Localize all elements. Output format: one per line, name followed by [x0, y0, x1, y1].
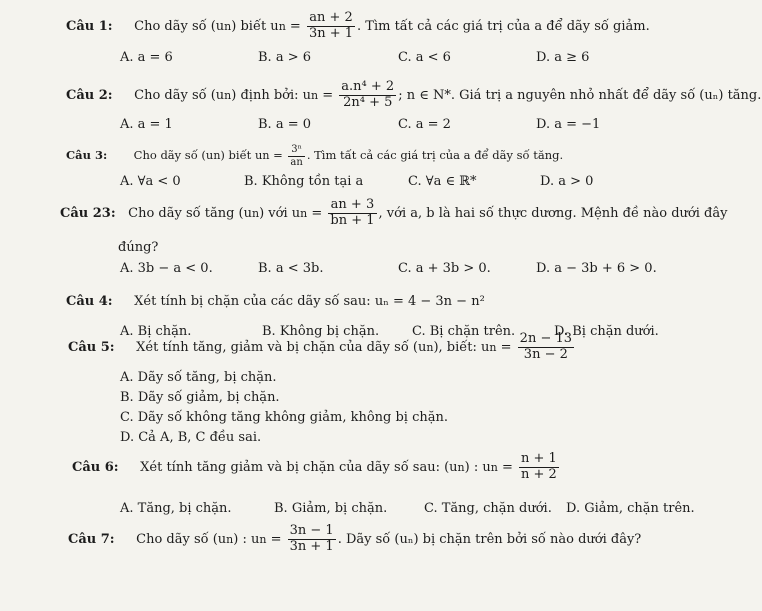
question-2-option-d[interactable]: D. a = −1 [536, 117, 601, 132]
question-5-frac-den: 3n − 2 [518, 347, 574, 363]
question-5-option-a[interactable]: A. Dãy số tăng, bị chặn. [120, 370, 277, 385]
question-4-label: Câu 4: [66, 294, 113, 309]
question-1-option-b[interactable]: B. a > 6 [258, 50, 311, 65]
question-23-option-a[interactable]: A. 3b − a < 0. [120, 261, 213, 276]
question-6-text-b: ) : u [464, 459, 491, 475]
question-3-frac-den: an [290, 156, 303, 168]
question-4-text: Xét tính bị chặn của các dãy số sau: uₙ = 4 − 3n − n² [134, 294, 485, 309]
question-1-text-a: Cho dãy số (u [134, 18, 225, 34]
question-1-label: Câu 1: [66, 18, 113, 34]
question-2-fraction [339, 80, 396, 111]
question-3-stem: Câu 3: Cho dãy số (un) biết un = $\frac{\text{3ⁿ}}{an}$ . Tìm tất cả các giá trị của a để dãy số tăng. [66, 144, 564, 168]
question-2-option-a[interactable]: A. a = 1 [120, 117, 173, 132]
question-6-option-c[interactable]: C. Tăng, chặn dưới. [424, 501, 552, 516]
question-7-fraction [288, 524, 336, 555]
question-1-stem: Câu 1: Cho dãy số (un) biết un = $\frac{an + 2}{3n + 1}$ . Tìm tất cả các giá trị của a để dãy số giảm. [66, 10, 650, 41]
question-6-option-a[interactable]: A. Tăng, bị chặn. [120, 501, 232, 516]
question-5-option-d[interactable]: D. Cả A, B, C đều sai. [120, 430, 262, 445]
question-23-option-c[interactable]: C. a + 3b > 0. [398, 261, 491, 276]
question-23-text-b: ) với u [259, 205, 301, 221]
question-2-stem: Câu 2: Cho dãy số (un) định bởi: un = $\frac{\text{a.n⁴ + 2}}{\text{2n⁴ + 5}}$ ; n ∈ N*. Giá trị a nguyên nhỏ nhất để dãy số (uₙ) tăng. [66, 79, 762, 110]
question-4-option-c[interactable]: C. Bị chặn trên. [412, 324, 516, 339]
question-23-stem: Câu 23: Cho dãy số tăng (un) với un = $\frac{an + 3}{bn + 1}$ , với a, b là hai số thực dương. Mệnh đề nào dưới đây [60, 197, 728, 228]
question-23-option-b[interactable]: B. a < 3b. [258, 261, 324, 276]
question-5-stem: Câu 5: Xét tính tăng, giảm và bị chặn của dãy số (un), biết: un = $\frac{2n - 13}{3n - 2}$ [68, 331, 573, 362]
question-3-text-a: Cho dãy số (u [133, 148, 214, 162]
question-7-text-c: . Dãy số (uₙ) bị chặn trên bởi số nào dưới đây? [337, 531, 642, 547]
question-23-stem-continued: đúng? [118, 240, 159, 255]
question-5-option-c[interactable]: C. Dãy số không tăng không giảm, không bị chặn. [120, 410, 449, 425]
question-7-label: Câu 7: [68, 531, 115, 547]
question-2-frac-num: a.n⁴ + 2 [341, 79, 395, 94]
question-6-option-b[interactable]: B. Giảm, bị chặn. [274, 501, 388, 516]
question-7-stem: Câu 7: Cho dãy số (un) : un = $\frac{3n - 1}{3n + 1}$ . Dãy số (uₙ) bị chặn trên bởi số nào dưới đây? [68, 523, 642, 554]
question-6-option-d[interactable]: D. Giảm, chặn trên. [566, 501, 695, 516]
question-1-fraction [307, 11, 355, 42]
question-6-stem: Câu 6: Xét tính tăng giảm và bị chặn của dãy số sau: (un) : un = $\frac{n + 1}{n + 2}$ [72, 451, 557, 482]
question-6-frac-den: n + 2 [521, 466, 557, 482]
question-1-frac-num: an + 2 [309, 10, 353, 25]
question-4-stem [66, 294, 485, 309]
question-5-label: Câu 5: [68, 339, 115, 355]
question-5-text-a: Xét tính tăng, giảm và bị chặn của dãy số (u [136, 339, 427, 355]
question-3-option-d[interactable]: D. a > 0 [540, 174, 594, 189]
question-4-option-a[interactable]: A. Bị chặn. [120, 324, 192, 339]
question-1-text-b: ) biết u [231, 18, 279, 34]
question-23-frac-den: bn + 1 [330, 212, 375, 228]
question-23-fraction [328, 198, 376, 229]
question-3-fraction [288, 144, 304, 168]
question-3-label: Câu 3: [66, 148, 108, 162]
question-5-option-b[interactable]: B. Dãy số giảm, bị chặn. [120, 390, 280, 405]
question-2-label: Câu 2: [66, 87, 113, 103]
question-6-text-a: Xét tính tăng giảm và bị chặn của dãy số sau: (u [140, 459, 458, 475]
question-2-option-b[interactable]: B. a = 0 [258, 117, 311, 132]
question-23-option-d[interactable]: D. a − 3b + 6 > 0. [536, 261, 657, 276]
question-5-text-b: ), biết: u [433, 339, 490, 355]
question-6-fraction [519, 452, 559, 483]
question-3-option-a[interactable]: A. ∀a < 0 [120, 174, 181, 189]
question-1-text-c: . Tìm tất cả các giá trị của a để dãy số giảm. [357, 18, 650, 34]
question-3-option-b[interactable]: B. Không tồn tại a [244, 174, 364, 189]
question-6-label: Câu 6: [72, 459, 119, 475]
question-23-text-c: , với a, b là hai số thực dương. Mệnh đề nào dưới đây [378, 205, 728, 221]
question-1-option-a[interactable]: A. a = 6 [120, 50, 173, 65]
question-7-text-a: Cho dãy số (u [136, 531, 227, 547]
question-1-option-c[interactable]: C. a < 6 [398, 50, 451, 65]
question-23-text-a: Cho dãy số tăng (u [128, 205, 252, 221]
question-3-frac-num: 3ⁿ [291, 144, 302, 155]
question-23-label: Câu 23: [60, 205, 116, 221]
question-4-option-d[interactable]: D. Bị chặn dưới. [554, 324, 659, 339]
question-7-frac-den: 3n + 1 [289, 538, 334, 554]
question-23-frac-num: an + 3 [330, 197, 375, 212]
question-2-text-a: Cho dãy số (u [134, 87, 225, 103]
question-6-frac-num: n + 1 [521, 451, 557, 466]
question-1-option-d[interactable]: D. a ≥ 6 [536, 50, 590, 65]
question-7-text-b: ) : u [233, 531, 260, 547]
question-2-text-b: ) định bởi: u [231, 87, 312, 103]
question-4-option-b[interactable]: B. Không bị chặn. [262, 324, 380, 339]
question-2-text-c: ; n ∈ N*. Giá trị a nguyên nhỏ nhất để dãy số (uₙ) tăng. [398, 87, 762, 103]
question-7-frac-num: 3n − 1 [289, 523, 334, 538]
question-3-text-c: . Tìm tất cả các giá trị của a để dãy số tăng. [306, 148, 564, 162]
question-1-frac-den: 3n + 1 [308, 25, 354, 41]
question-2-option-c[interactable]: C. a = 2 [398, 117, 451, 132]
question-5-frac-num: 2n − 13 [519, 331, 573, 346]
question-3-text-b: ) biết u [220, 148, 263, 162]
question-3-option-c[interactable]: C. ∀a ∈ ℝ* [408, 174, 477, 189]
question-2-frac-den: 2n⁴ + 5 [339, 95, 396, 111]
question-5-fraction [518, 332, 574, 363]
